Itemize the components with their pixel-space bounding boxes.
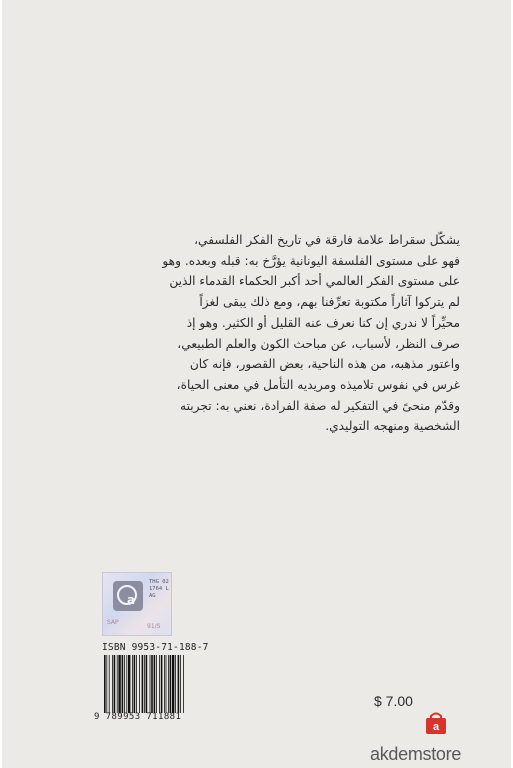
barcode-bar [151, 655, 153, 713]
hologram-code: THG 021764 LAG [149, 579, 169, 599]
barcode-bar [183, 655, 184, 713]
barcode-bar [104, 655, 106, 713]
barcode-bar [180, 655, 181, 713]
hologram-tag-right: 91/S [147, 623, 161, 630]
barcode-bar [170, 655, 172, 713]
barcode-bar [178, 655, 180, 713]
store-cart-icon [424, 712, 448, 736]
barcode-bar [134, 655, 136, 713]
barcode-bar [122, 655, 124, 713]
barcode-bar [124, 655, 125, 713]
barcode-number: 9 789953 711881 [94, 712, 182, 722]
blurb-line: فهو على مستوى الفلسفة اليونانية يؤرَّخ به: قبله وبعده. وهو [162, 253, 460, 268]
barcode-bar [109, 655, 110, 713]
barcode-bar [166, 655, 167, 713]
blurb-line: غرس في نفوس تلاميذه ومريديه التأمل في معنى الحياة، [176, 377, 460, 392]
blurb-line: على مستوى الفكر العالمي أحد أكبر الحكماء القدماء الذين [169, 274, 460, 289]
blurb-line: واعتور مذهبه، من هذه الناحية، بعض القصور، فإنه كان [189, 357, 460, 372]
barcode-bar [161, 655, 163, 713]
hologram-mark: a [127, 593, 136, 607]
blurb-line: محيِّراً لا ندري إن كنا نعرف عنه القليل أو الكثير. وهو إذ [186, 315, 460, 330]
barcode-bar [112, 655, 113, 713]
store-name: akdemstore [370, 744, 462, 764]
blurb-line: وقدّم منحىً في التفكير له صفة الفرادة، نعني به: تجربته [180, 398, 460, 413]
hologram-ring [117, 585, 137, 605]
barcode-bar [126, 655, 127, 713]
barcode-bar [146, 655, 148, 713]
svg-text:a: a [432, 721, 440, 733]
barcode-bar [106, 655, 107, 713]
barcode-bar [139, 655, 140, 713]
barcode-bar [172, 655, 174, 713]
barcode-bar [175, 655, 176, 713]
blurb-line: صرف النظر، لأسباب، عن مباحث الكون والعلم الطبيعي، [177, 336, 460, 351]
barcode-bar [114, 655, 116, 713]
barcode-bar [144, 655, 145, 713]
blurb-line: لم يتركوا آثاراً مكتوبة تعرِّفنا بهم، ومع ذلك يبقى لغزاً [199, 295, 460, 310]
barcode-bar [117, 655, 118, 713]
barcode-bar [136, 655, 137, 713]
barcode-bar [164, 655, 165, 713]
barcode-bar [168, 655, 169, 713]
barcode-bar [132, 655, 133, 713]
isbn-label: ISBN 9953-71-188-7 [102, 642, 209, 653]
barcode-bar [118, 655, 120, 713]
hologram-sticker [102, 572, 172, 636]
hologram-badge-icon [113, 581, 143, 611]
barcode-bar [159, 655, 160, 713]
blurb-line: يشكّل سقراط علامة فارقة في تاريخ الفكر الفلسفي، [194, 233, 460, 247]
price-label: $ 7.00 [374, 693, 413, 709]
blurb-text [72, 230, 460, 437]
barcode-bar [142, 655, 144, 713]
barcode-bar [128, 655, 130, 713]
hologram-tag-left: SAP [107, 619, 119, 626]
blurb-line: الشخصية ومنهجه التوليدي. [325, 419, 460, 434]
barcode [104, 655, 184, 713]
barcode-bar [154, 655, 156, 713]
barcode-bar [156, 655, 157, 713]
barcode-bar [150, 655, 151, 713]
back-cover [2, 0, 511, 768]
